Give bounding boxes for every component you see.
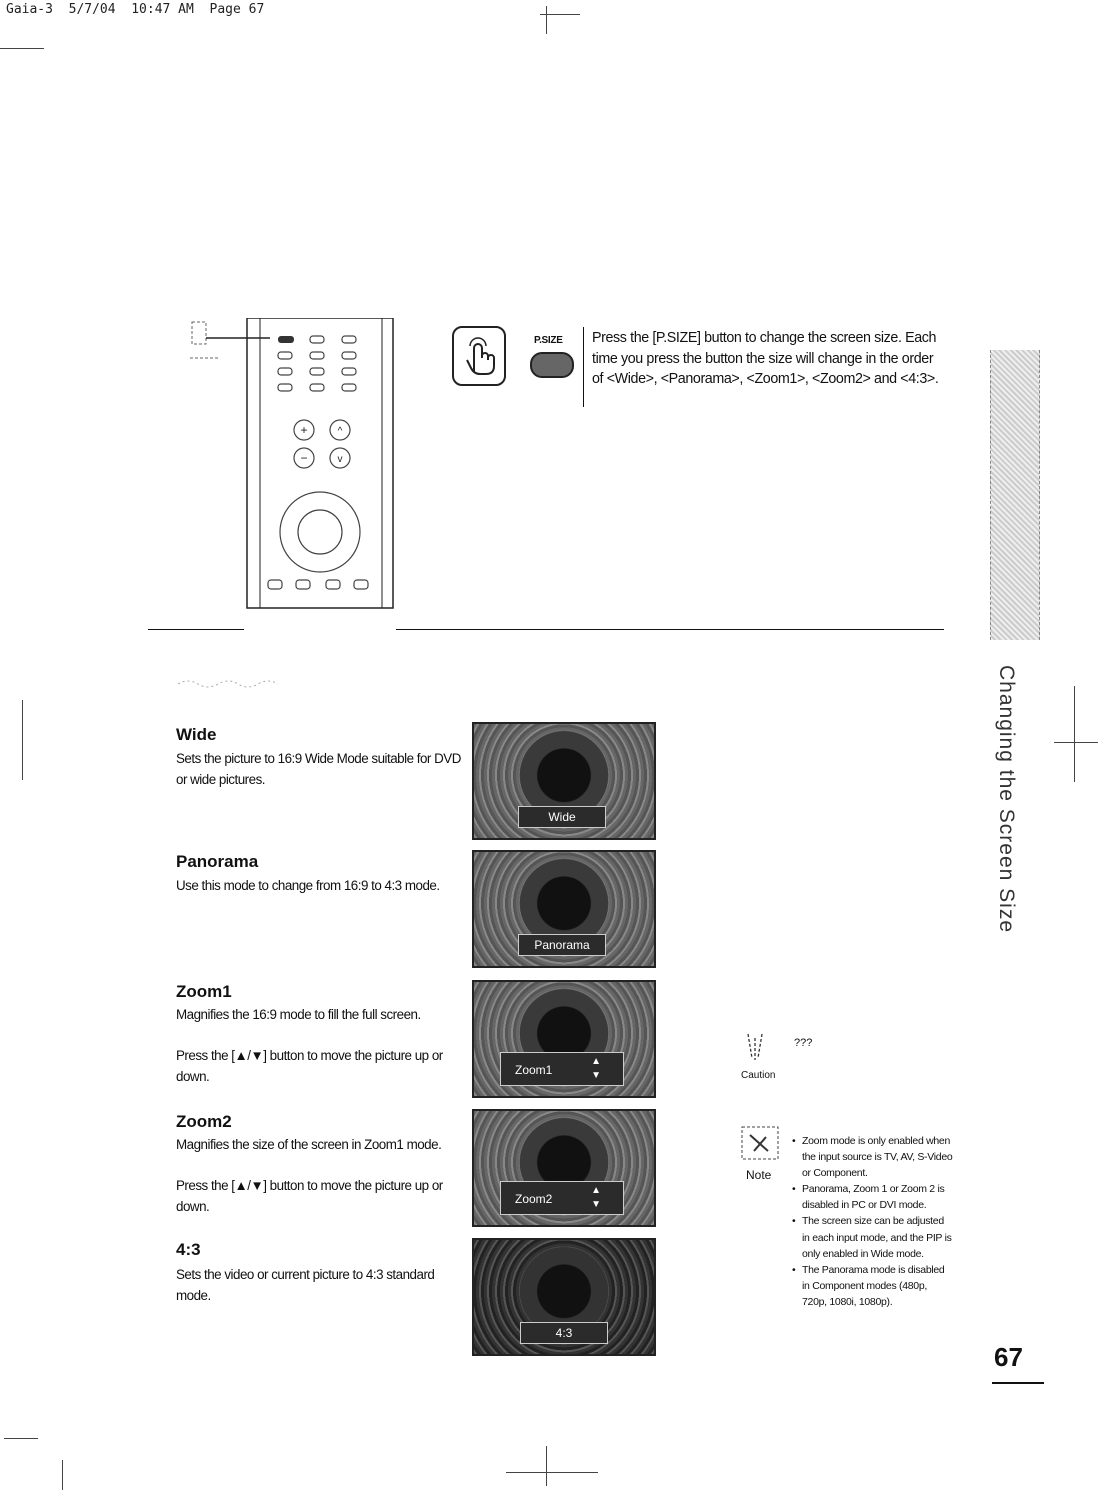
crop-mark: [1074, 686, 1075, 782]
screen-preview-zoom2: [472, 1109, 656, 1227]
instruction-bar: [583, 327, 584, 407]
crop-mark: [546, 6, 547, 34]
caution-icon: [744, 1030, 766, 1064]
section-rule: [148, 629, 244, 630]
osd-text-zoom1: Zoom1: [515, 1063, 553, 1077]
crop-mark: [0, 48, 44, 49]
button-callout: [190, 320, 270, 369]
mode-desc2-zoom1: Press the [▲/▼] button to move the picture up or down.: [176, 1048, 443, 1084]
crop-mark: [22, 700, 23, 780]
osd-text-zoom2: Zoom2: [515, 1192, 553, 1206]
mode-title-panorama: Panorama: [176, 852, 259, 871]
caution-label: Caution: [741, 1070, 776, 1081]
faded-subheading: [176, 672, 286, 695]
osd-label-4-3: 4:3: [520, 1322, 608, 1344]
mode-desc-zoom1: Magnifies the 16:9 mode to fill the full screen.: [176, 1007, 421, 1022]
mode-title-zoom2: Zoom2: [176, 1112, 232, 1131]
crop-mark: [1054, 742, 1098, 743]
mode-title-wide: Wide: [176, 725, 217, 744]
psize-label: P.SIZE: [534, 335, 563, 346]
instruction-text: Press the [P.SIZE] button to change the screen size. Each time you press the button the size will change in the order of <Wide>, <Panorama>, <Zoom1>, <Zoom2> and <4:3>.: [592, 330, 939, 387]
svg-text:−: −: [300, 451, 308, 465]
note-item: • Zoom mode is only enabled when the input source is TV, AV, S-Video or Component.: [792, 1133, 954, 1181]
screen-preview-panorama: [472, 850, 656, 968]
page-number: 67: [994, 1342, 1023, 1372]
svg-text:v: v: [337, 454, 343, 465]
note-list: [792, 1133, 954, 1310]
mode-desc2-zoom2: Press the [▲/▼] button to move the picture up or down.: [176, 1178, 443, 1214]
mode-title-zoom1: Zoom1: [176, 982, 232, 1001]
chapter-side-tab: [990, 350, 1040, 640]
mode-title-4-3: 4:3: [176, 1240, 201, 1259]
crop-mark: [506, 1472, 598, 1473]
side-chapter-title: Changing the Screen Size: [995, 665, 1018, 933]
osd-label-zoom1: [500, 1052, 624, 1086]
screen-preview-zoom1: [472, 980, 656, 1098]
note-icon: [740, 1125, 780, 1161]
note-item: • The Panorama mode is disabled in Component modes (480p, 720p, 1080i, 1080p).: [792, 1262, 954, 1310]
note-item: • The screen size can be adjusted in each input mode, and the PIP is only enabled in Wide mode.: [792, 1213, 954, 1261]
screen-preview-4-3: [472, 1238, 656, 1356]
crop-mark: [546, 1446, 547, 1486]
caution-text: ???: [794, 1037, 813, 1049]
crop-mark: [4, 1438, 38, 1439]
up-down-arrows-icon: ▲ ▼: [591, 1056, 601, 1081]
note-label: Note: [746, 1168, 772, 1182]
svg-text:^: ^: [337, 426, 343, 437]
page-number-rule: [992, 1382, 1044, 1384]
section-rule: [396, 629, 944, 630]
osd-label-panorama: Panorama: [518, 934, 606, 956]
up-down-arrows-icon: ▲ ▼: [591, 1185, 601, 1210]
osd-label-zoom2: [500, 1181, 624, 1215]
psize-button-icon: [530, 352, 574, 378]
print-slug: Gaia-3 5/7/04 10:47 AM Page 67: [6, 2, 265, 17]
osd-label-wide: Wide: [518, 806, 606, 828]
mode-desc-zoom2: Magnifies the size of the screen in Zoom1 mode.: [176, 1137, 442, 1152]
note-item: • Panorama, Zoom 1 or Zoom 2 is disabled in PC or DVI mode.: [792, 1181, 954, 1213]
mode-desc-wide: Sets the picture to 16:9 Wide Mode suitable for DVD or wide pictures.: [176, 751, 461, 787]
svg-text:+: +: [300, 423, 308, 437]
mode-desc-panorama: Use this mode to change from 16:9 to 4:3 mode.: [176, 878, 440, 893]
crop-mark: [62, 1460, 63, 1490]
press-hand-icon: [452, 326, 506, 386]
screen-preview-wide: [472, 722, 656, 840]
mode-desc-4-3: Sets the video or current picture to 4:3 standard mode.: [176, 1267, 435, 1303]
